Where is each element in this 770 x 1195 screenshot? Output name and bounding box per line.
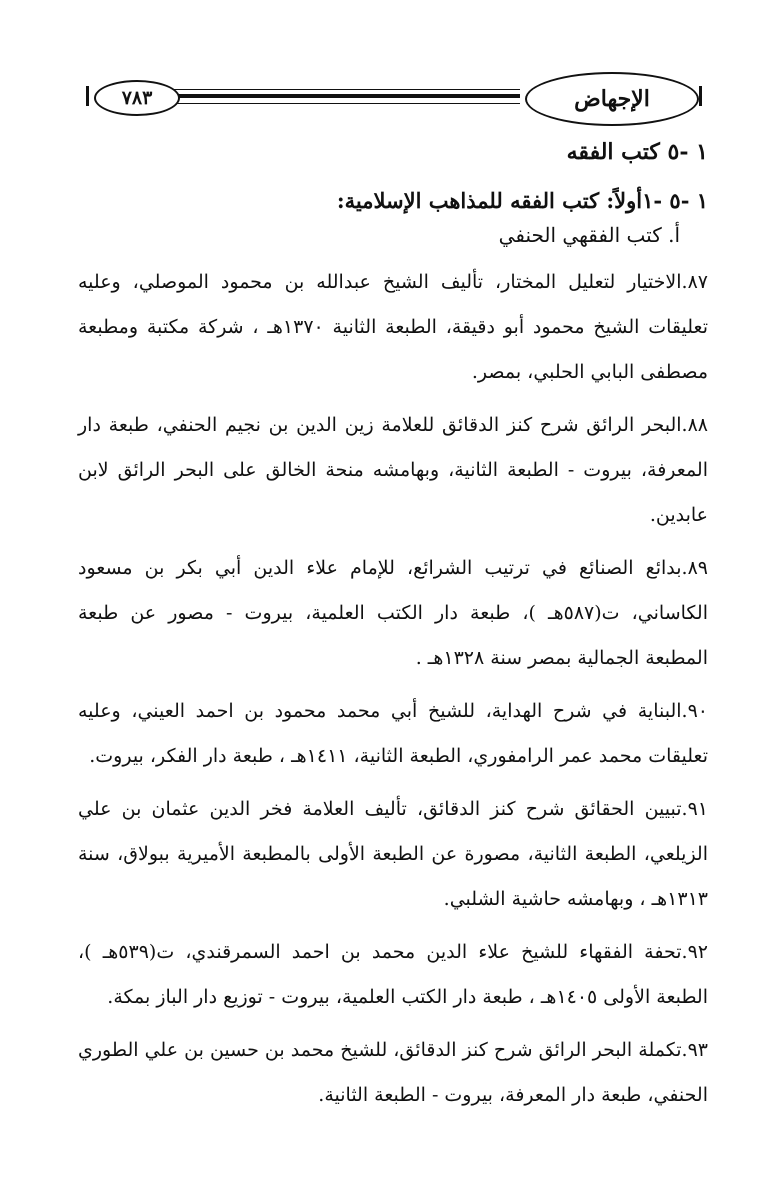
entry-text: الاختيار لتعليل المختار، تأليف الشيخ عبدالله بن محمود الموصلي، وعليه تعليقات الشيخ محمود أبو دقيقة، الطبعة الثانية ١٣٧٠هـ ، شركة مكتبة ومطبعة مصطفى البابي الحلبي، بمصر. bbox=[78, 271, 708, 383]
bibliography-entry bbox=[78, 689, 708, 779]
entry-number: ٩٠. bbox=[681, 700, 708, 722]
page-number: ٧٨٣ bbox=[94, 80, 180, 116]
entry-text: تحفة الفقهاء للشيخ علاء الدين محمد بن احمد السمرقندي، ت(٥٣٩هـ )، الطبعة الأولى ١٤٠٥هـ ، طبعة دار الكتب العلمية، بيروت - توزيع دار الباز بمكة. bbox=[78, 941, 708, 1008]
chapter-title: الإجهاض bbox=[525, 72, 699, 126]
bibliography-entry bbox=[78, 1028, 708, 1118]
entry-number: ٨٩. bbox=[681, 557, 708, 579]
entry-number: ٩٣. bbox=[681, 1039, 708, 1061]
subsubsection-heading: أ. كتب الفقهي الحنفي bbox=[498, 223, 680, 247]
bibliography-entry bbox=[78, 787, 708, 922]
running-header bbox=[60, 70, 710, 130]
header-end-cap bbox=[80, 86, 89, 106]
entry-text: البحر الرائق شرح كنز الدقائق للعلامة زين الدين بن نجيم الحنفي، طبعة دار المعرفة، بيروت - الطبعة الثانية، وبهامشه منحة الخالق على البحر الرائق لابن عابدين. bbox=[78, 414, 708, 526]
header-rule bbox=[135, 89, 520, 90]
subsection-heading: ١ -٥ -١أولاً: كتب الفقه للمذاهب الإسلامية: bbox=[336, 188, 708, 213]
bibliography-entry bbox=[78, 260, 708, 395]
page-body bbox=[78, 128, 708, 1126]
bibliography-entry bbox=[78, 930, 708, 1020]
entry-text: تكملة البحر الرائق شرح كنز الدقائق، للشيخ محمد بن حسين بن علي الطوري الحنفي، طبعة دار المعرفة، بيروت - الطبعة الثانية. bbox=[78, 1039, 708, 1106]
header-end-cap bbox=[699, 86, 708, 106]
entry-number: ٩١. bbox=[681, 798, 708, 820]
entry-text: تبيين الحقائق شرح كنز الدقائق، تأليف العلامة فخر الدين عثمان بن علي الزيلعي، الطبعة الثانية، مصورة عن الطبعة الأولى بالمطبعة الأميرية ببولاق، سنة ١٣١٣هـ ، وبهامشه حاشية الشلبي. bbox=[78, 798, 708, 910]
entry-number: ٨٧. bbox=[681, 271, 708, 293]
entry-text: البناية في شرح الهداية، للشيخ أبي محمد محمود بن احمد العيني، وعليه تعليقات محمد عمر الرامفوري، الطبعة الثانية، ١٤١١هـ ، طبعة دار الفكر، بيروت. bbox=[78, 700, 708, 767]
entry-text: بدائع الصنائع في ترتيب الشرائع، للإمام علاء الدين أبي بكر بن مسعود الكاساني، ت(٥٨٧هـ )، طبعة دار الكتب العلمية، بيروت - مصور عن طبعة المطبعة الجمالية بمصر سنة ١٣٢٨هـ . bbox=[78, 557, 708, 669]
entry-number: ٩٢. bbox=[681, 941, 709, 963]
bibliography-entry bbox=[78, 546, 708, 681]
bibliography-entry bbox=[78, 403, 708, 538]
entry-number: ٨٨. bbox=[681, 414, 708, 436]
header-rule bbox=[135, 103, 520, 104]
header-rule bbox=[135, 94, 520, 98]
section-heading: ١ -٥ كتب الفقه bbox=[566, 139, 708, 165]
